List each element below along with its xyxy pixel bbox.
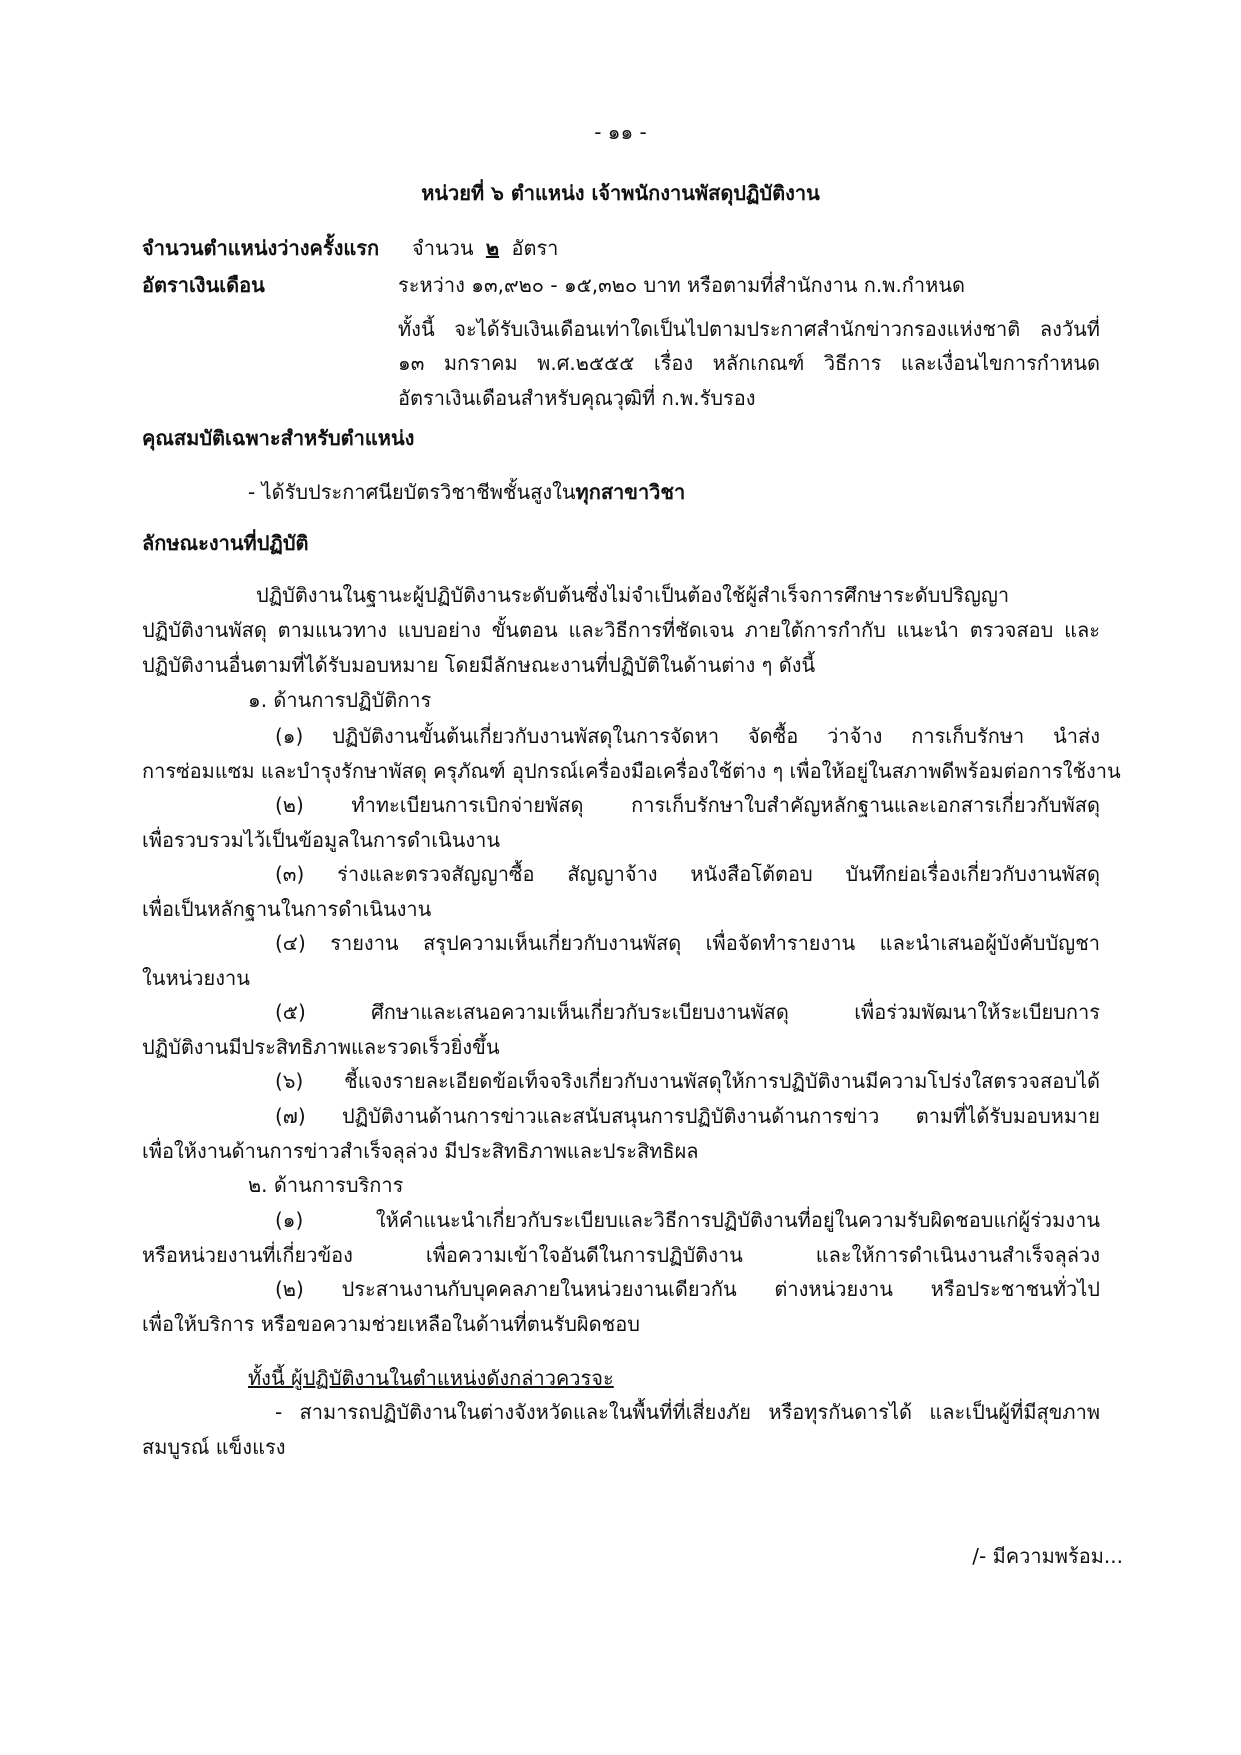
duties-intro-line: ปฏิบัติงานในฐานะผู้ปฏิบัติงานระดับต้นซึ่งไม่จำเป็นต้องใช้ผู้สำเร็จการศึกษาระดับปริญญา bbox=[256, 583, 1010, 607]
section1-item-cont: ปฏิบัติงานมีประสิทธิภาพและรวดเร็วยิ่งขึ้น bbox=[142, 1035, 500, 1059]
section1-item: (๓) ร่างและตรวจสัญญาซื้อ สัญญาจ้าง หนังสือโต้ตอบ บันทึกย่อเรื่องเกี่ยวกับงานพัสดุ bbox=[275, 862, 1100, 886]
section2-item-cont: เพื่อให้บริการ หรือขอความช่วยเหลือในด้านที่ตนรับผิดชอบ bbox=[142, 1312, 640, 1336]
salary-note-line: ทั้งนี้ จะได้รับเงินเดือนเท่าใดเป็นไปตามประกาศสำนักข่าวกรองแห่งชาติ ลงวันที่ bbox=[398, 317, 1100, 341]
condition-title: ทั้งนี้ ผู้ปฏิบัติงานในตำแหน่งดังกล่าวควรจะ bbox=[248, 1366, 614, 1390]
section1-item: (๖) ชี้แจงรายละเอียดข้อเท็จจริงเกี่ยวกับงานพัสดุให้การปฏิบัติงานมีความโปร่งใสตรวจสอบได้ bbox=[275, 1069, 1100, 1093]
continuation-note: /- มีความพร้อม... bbox=[972, 1544, 1123, 1568]
vacancy-count: ๒ bbox=[485, 236, 500, 260]
section1-item-cont: เพื่อรวบรวมไว้เป็นข้อมูลในการดำเนินงาน bbox=[142, 828, 501, 852]
vacancy-prefix: จำนวน bbox=[412, 236, 474, 260]
vacancy-suffix: อัตรา bbox=[511, 236, 559, 260]
section1-item: (๑) ปฏิบัติงานขั้นต้นเกี่ยวกับงานพัสดุในการจัดหา จัดซื้อ ว่าจ้าง การเก็บรักษา นำส่ง bbox=[275, 724, 1100, 748]
section2-item-cont: หรือหน่วยงานที่เกี่ยวข้อง เพื่อความเข้าใจอันดีในการปฏิบัติงาน และให้การดำเนินงานสำเร็จลุล่วง bbox=[142, 1243, 1100, 1267]
salary-range: ระหว่าง ๑๓,๙๒๐ - ๑๕,๓๒๐ บาท หรือตามที่สำนักงาน ก.พ.กำหนด bbox=[398, 273, 965, 297]
qualification-emphasis: ทุกสาขาวิชา bbox=[575, 480, 686, 504]
section2-item: (๒) ประสานงานกับบุคคลภายในหน่วยงานเดียวกัน ต่างหน่วยงาน หรือประชาชนทั่วไป bbox=[275, 1277, 1100, 1301]
condition-line: สมบูรณ์ แข็งแรง bbox=[142, 1435, 286, 1459]
duties-intro-line: ปฏิบัติงานอื่นตามที่ได้รับมอบหมาย โดยมีลักษณะงานที่ปฏิบัติในด้านต่าง ๆ ดังนี้ bbox=[142, 653, 816, 677]
qualification-text: - ได้รับประกาศนียบัตรวิชาชีพชั้นสูงใน bbox=[248, 480, 576, 504]
salary-label: อัตราเงินเดือน bbox=[142, 273, 265, 297]
section1-item: (๔) รายงาน สรุปความเห็นเกี่ยวกับงานพัสดุ เพื่อจัดทำรายงาน และนำเสนอผู้บังคับบัญชา bbox=[275, 931, 1100, 955]
section1-item: (๒) ทำทะเบียนการเบิกจ่ายพัสดุ การเก็บรักษาใบสำคัญหลักฐานและเอกสารเกี่ยวกับพัสดุ bbox=[275, 793, 1100, 817]
section1-title: ๑. ด้านการปฏิบัติการ bbox=[248, 688, 432, 712]
duties-intro-line: ปฏิบัติงานพัสดุ ตามแนวทาง แบบอย่าง ขั้นตอน และวิธีการที่ชัดเจน ภายใต้การกำกับ แนะนำ ตรวจสอบ และ bbox=[142, 618, 1100, 642]
condition-line: - สามารถปฏิบัติงานในต่างจังหวัดและในพื้นที่ที่เสี่ยงภัย หรือทุรกันดารได้ และเป็นผู้ที่มีสุขภาพ bbox=[275, 1400, 1100, 1424]
section1-item-cont: เพื่อเป็นหลักฐานในการดำเนินงาน bbox=[142, 897, 432, 921]
vacancy-label: จำนวนตำแหน่งว่างครั้งแรก bbox=[142, 236, 380, 260]
section1-item: (๗) ปฏิบัติงานด้านการข่าวและสนับสนุนการปฏิบัติงานด้านการข่าว ตามที่ได้รับมอบหมาย bbox=[275, 1104, 1100, 1128]
salary-note-line: อัตราเงินเดือนสำหรับคุณวุฒิที่ ก.พ.รับรอง bbox=[398, 386, 756, 410]
section1-item-cont: เพื่อให้งานด้านการข่าวสำเร็จลุล่วง มีประสิทธิภาพและประสิทธิผล bbox=[142, 1139, 699, 1163]
page-number: - ๑๑ - bbox=[594, 120, 647, 144]
section1-item-cont: ในหน่วยงาน bbox=[142, 966, 250, 990]
qualification-item bbox=[248, 482, 685, 502]
section2-title: ๒. ด้านการบริการ bbox=[248, 1173, 404, 1197]
section1-item: (๕) ศึกษาและเสนอความเห็นเกี่ยวกับระเบียบงานพัสดุ เพื่อร่วมพัฒนาให้ระเบียบการ bbox=[275, 1000, 1100, 1024]
vacancy-value bbox=[412, 238, 558, 258]
section1-item-cont: การซ่อมแซม และบำรุงรักษาพัสดุ ครุภัณฑ์ อุปกรณ์เครื่องมือเครื่องใช้ต่าง ๆ เพื่อให้อยู่ในสภาพดีพร้อมต่อการใช้งาน bbox=[142, 759, 1121, 783]
page-heading: หน่วยที่ ๖ ตำแหน่ง เจ้าพนักงานพัสดุปฏิบัติงาน bbox=[421, 181, 820, 205]
section2-item: (๑) ให้คำแนะนำเกี่ยวกับระเบียบและวิธีการปฏิบัติงานที่อยู่ในความรับผิดชอบแก่ผู้ร่วมงาน bbox=[275, 1208, 1100, 1232]
duties-title: ลักษณะงานที่ปฏิบัติ bbox=[142, 531, 309, 555]
qualification-title: คุณสมบัติเฉพาะสำหรับตำแหน่ง bbox=[142, 426, 415, 450]
salary-note-line: ๑๓ มกราคม พ.ศ.๒๕๕๕ เรื่อง หลักเกณฑ์ วิธีการ และเงื่อนไขการกำหนด bbox=[398, 351, 1100, 375]
